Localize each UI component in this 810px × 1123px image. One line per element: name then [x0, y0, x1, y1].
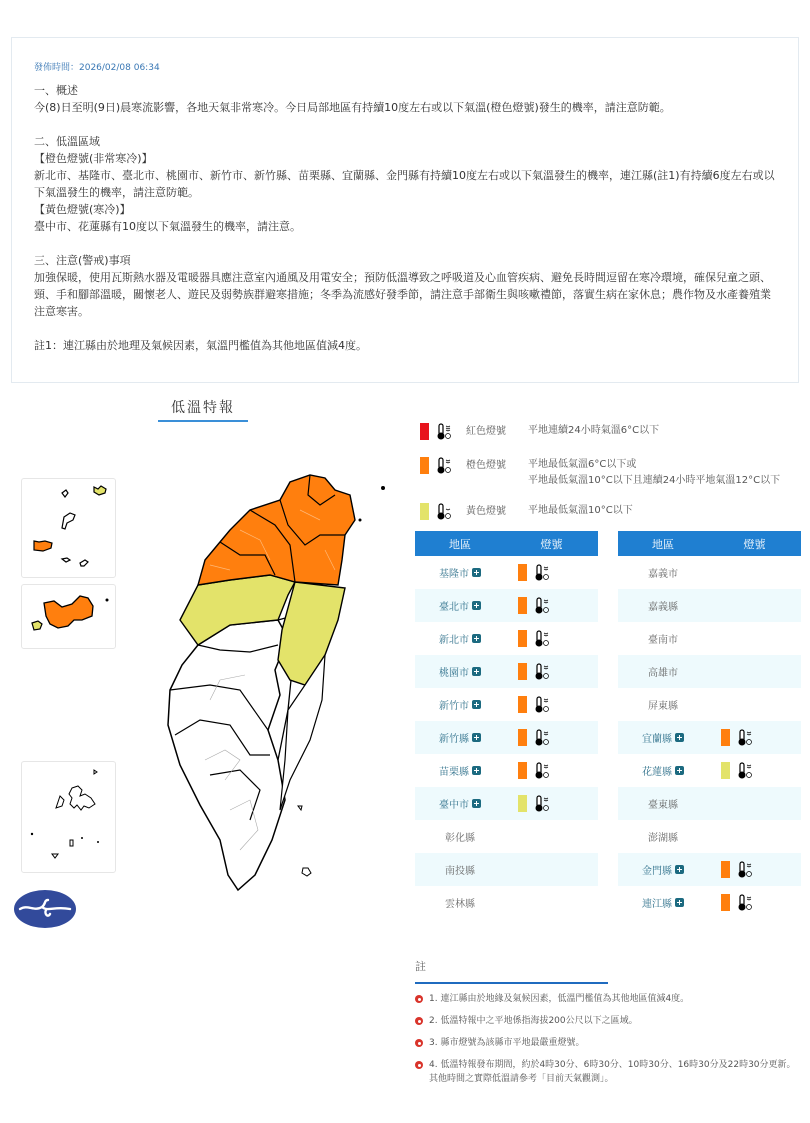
- section-overview-title: 一、概述: [34, 84, 78, 97]
- table-header: [415, 531, 598, 556]
- county-name: 澎湖縣: [648, 833, 678, 844]
- orange-signal-swatch: [721, 894, 730, 911]
- table-row: [415, 556, 598, 589]
- thermometer-icon: [436, 457, 452, 475]
- thermometer-icon: [436, 423, 452, 441]
- county-name[interactable]: 臺中市: [439, 800, 469, 811]
- thermometer-icon: [534, 762, 550, 780]
- county-name[interactable]: 基隆市: [439, 569, 469, 580]
- kinmen-inset: [21, 584, 116, 649]
- table-row: [415, 655, 598, 688]
- table-row: [618, 688, 801, 721]
- expand-plus-icon[interactable]: [472, 766, 481, 775]
- county-name[interactable]: 宜蘭縣: [642, 734, 672, 745]
- notes-section: [415, 958, 800, 1094]
- county-name: 雲林縣: [445, 899, 475, 910]
- county-name[interactable]: 苗栗縣: [439, 767, 469, 778]
- penghu-islands-map: [22, 762, 117, 874]
- bullet-icon: [415, 1039, 423, 1047]
- county-name[interactable]: 臺北市: [439, 602, 469, 613]
- matsu-inset: [21, 478, 116, 578]
- table-row: [618, 820, 801, 853]
- orange-signal-swatch: [518, 564, 527, 581]
- table-row: [415, 853, 598, 886]
- county-name[interactable]: 桃園市: [439, 668, 469, 679]
- expand-plus-icon[interactable]: [472, 667, 481, 676]
- bullet-icon: [415, 995, 423, 1003]
- signal-header: 燈號: [743, 537, 766, 551]
- red-swatch: [420, 423, 429, 440]
- orange-signal-swatch: [721, 861, 730, 878]
- thermometer-icon: [737, 762, 753, 780]
- yellow-signal-swatch: [518, 795, 527, 812]
- signal-header: 燈號: [540, 537, 563, 551]
- county-name: 嘉義市: [648, 569, 678, 580]
- note-item: 3. 縣市燈號為該縣市平地最嚴重燈號。: [415, 1036, 800, 1050]
- region-header: 地區: [449, 537, 471, 551]
- county-name: 嘉義縣: [648, 602, 678, 613]
- taiwan-map: [110, 470, 400, 900]
- table-row: [415, 754, 598, 787]
- section-area-title: 二、低溫區域: [34, 135, 100, 148]
- orange-signal-swatch: [518, 696, 527, 713]
- thermometer-icon: [534, 795, 550, 813]
- legend-yellow-desc: 平地最低氣溫10°C以下: [528, 505, 633, 516]
- county-name: 南投縣: [445, 866, 475, 877]
- county-name[interactable]: 花蓮縣: [642, 767, 672, 778]
- bulletin-panel: [11, 37, 799, 383]
- table-row: [618, 721, 801, 754]
- bulletin-footnote: 註1：連江縣由於地理及氣候因素，氣溫門檻值為其他地區值減4度。: [34, 339, 367, 352]
- yellow-signal-swatch: [721, 762, 730, 779]
- thermometer-icon: [534, 630, 550, 648]
- legend-orange-desc-1: 平地最低氣溫6°C以下或: [528, 459, 637, 470]
- expand-plus-icon[interactable]: [675, 865, 684, 874]
- expand-plus-icon[interactable]: [472, 700, 481, 709]
- thermometer-icon: [436, 503, 452, 521]
- orange-signal-swatch: [518, 663, 527, 680]
- table-row: [618, 556, 801, 589]
- table-row: [415, 820, 598, 853]
- county-name: 臺東縣: [648, 800, 678, 811]
- expand-plus-icon[interactable]: [675, 898, 684, 907]
- orange-signal-swatch: [518, 729, 527, 746]
- county-name: 高雄市: [648, 668, 678, 679]
- table-row: [415, 622, 598, 655]
- table-row: [415, 886, 598, 919]
- table-header: [618, 531, 801, 556]
- orange-signal-text: 新北市、基隆市、臺北市、桃園市、新竹市、新竹縣、苗栗縣、宜蘭縣、金門縣有持續10度左右或以下氣溫發生的機率，連江縣(註1)有持續6度左右或以下氣溫發生的機率，請注意防範。: [34, 169, 775, 199]
- notes-title: 註: [415, 958, 608, 984]
- legend-red-name: 紅色燈號: [466, 426, 506, 437]
- county-name: 臺南市: [648, 635, 678, 646]
- orange-signal-swatch: [518, 762, 527, 779]
- matsu-islands-map: [22, 479, 117, 579]
- yellow-signal-heading: 【黃色燈號(寒冷)】: [34, 203, 131, 216]
- penghu-inset: [21, 761, 116, 873]
- section-caution-text: 加強保暖，使用瓦斯熱水器及電暖器具應注意室內通風及用電安全；預防低溫導致之呼吸道及心血管疾病、避免長時間逗留在寒冷環境，確保兒童之頭、頸、手和腳部溫暖，關懷老人、遊民及弱勢族群避寒措施；冬季為流感好發季節，請注意手部衛生與咳嗽禮節，落實生病在家休息；農作物及水產養殖業注意寒害。: [34, 271, 771, 318]
- table-row: [618, 787, 801, 820]
- legend-orange: [420, 457, 800, 491]
- expand-plus-icon[interactable]: [472, 568, 481, 577]
- orange-signal-swatch: [518, 630, 527, 647]
- thermometer-icon: [534, 696, 550, 714]
- county-name: 彰化縣: [445, 833, 475, 844]
- county-name[interactable]: 連江縣: [642, 899, 672, 910]
- table-row: [415, 688, 598, 721]
- table-row: [618, 622, 801, 655]
- county-table-left: [415, 531, 598, 919]
- signal-legend: [420, 423, 800, 537]
- county-name[interactable]: 新竹市: [439, 701, 469, 712]
- orange-signal-heading: 【橙色燈號(非常寒冷)】: [34, 152, 153, 165]
- thermometer-icon: [534, 597, 550, 615]
- table-row: [415, 589, 598, 622]
- note-item: 2. 低溫特報中之平地係指海拔200公尺以下之區域。: [415, 1014, 800, 1028]
- expand-plus-icon[interactable]: [472, 733, 481, 742]
- table-row: [415, 721, 598, 754]
- yellow-signal-text: 臺中市、花蓮縣有10度以下氣溫發生的機率，請注意。: [34, 220, 301, 233]
- county-name[interactable]: 金門縣: [642, 866, 672, 877]
- thermometer-icon: [534, 729, 550, 747]
- county-name[interactable]: 新竹縣: [439, 734, 469, 745]
- table-row: [415, 787, 598, 820]
- expand-plus-icon[interactable]: [675, 766, 684, 775]
- section-overview-text: 今(8)日至明(9日)晨寒流影響，各地天氣非常寒冷。今日局部地區有持續10度左右或以下氣溫(橙色燈號)發生的機率，請注意防範。: [34, 101, 671, 114]
- legend-orange-desc-2: 平地最低氣溫10°C以下且連續24小時平地氣溫12°C以下: [528, 475, 781, 486]
- county-name[interactable]: 新北市: [439, 635, 469, 646]
- table-row: [618, 886, 801, 919]
- note-item: 1. 連江縣由於地緣及氣候因素，低溫門檻值為其他地區值減4度。: [415, 992, 800, 1006]
- table-row: [618, 754, 801, 787]
- thermometer-icon: [737, 729, 753, 747]
- cwa-logo: [14, 890, 76, 928]
- section-caution-title: 三、注意(警戒)事項: [34, 254, 131, 267]
- expand-plus-icon[interactable]: [472, 799, 481, 808]
- legend-red: [420, 423, 800, 445]
- yellow-swatch: [420, 503, 429, 520]
- expand-plus-icon[interactable]: [472, 634, 481, 643]
- county-table-right: [618, 531, 801, 919]
- map-title: 低溫特報: [158, 397, 248, 422]
- table-row: [618, 655, 801, 688]
- legend-yellow: [420, 503, 800, 525]
- region-header: 地區: [652, 537, 674, 551]
- thermometer-icon: [534, 663, 550, 681]
- expand-plus-icon[interactable]: [675, 733, 684, 742]
- issue-time: 發佈時間：2026/02/08 06:34: [34, 63, 160, 73]
- thermometer-icon: [534, 564, 550, 582]
- thermometer-icon: [737, 861, 753, 879]
- orange-signal-swatch: [518, 597, 527, 614]
- kinmen-islands-map: [22, 585, 117, 650]
- orange-signal-swatch: [721, 729, 730, 746]
- thermometer-icon: [737, 894, 753, 912]
- orange-swatch: [420, 457, 429, 474]
- table-row: [618, 853, 801, 886]
- county-name: 屏東縣: [648, 701, 678, 712]
- bullet-icon: [415, 1017, 423, 1025]
- legend-yellow-name: 黃色燈號: [466, 506, 506, 517]
- legend-orange-name: 橙色燈號: [466, 460, 506, 471]
- note-item: 4. 低溫特報發布期間，約於4時30分、6時30分、10時30分、16時30分及22時30分更新。其他時間之實際低溫請參考「目前天氣觀測」。: [415, 1058, 800, 1086]
- legend-red-desc: 平地連續24小時氣溫6°C以下: [528, 425, 660, 436]
- expand-plus-icon[interactable]: [472, 601, 481, 610]
- table-row: [618, 589, 801, 622]
- bullet-icon: [415, 1061, 423, 1069]
